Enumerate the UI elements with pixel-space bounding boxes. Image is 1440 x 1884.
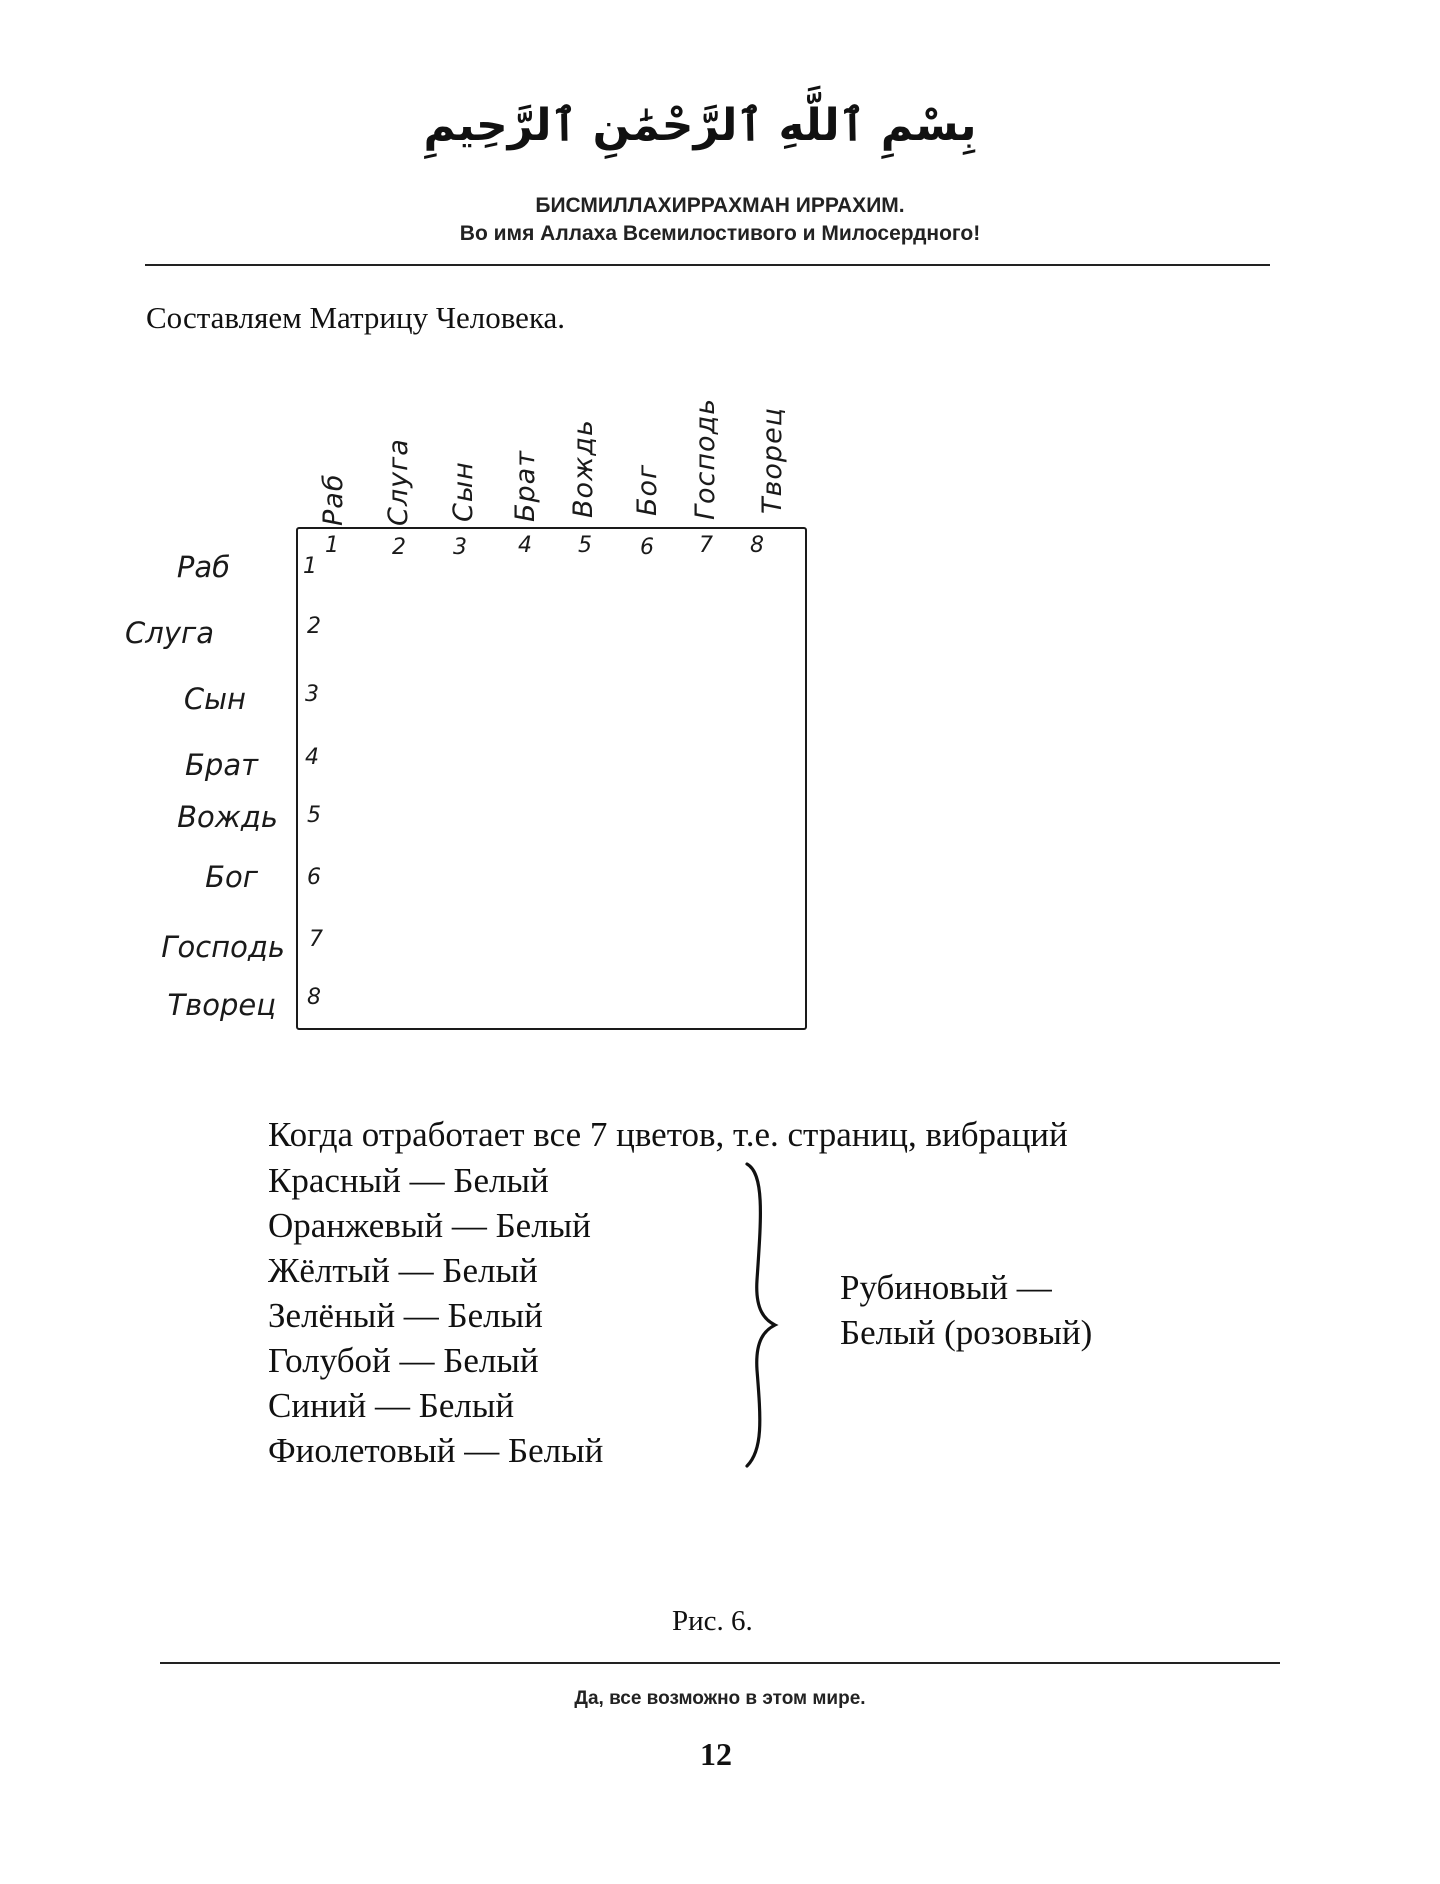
color-item: Красный — Белый xyxy=(268,1161,549,1200)
color-item: Синий — Белый xyxy=(268,1386,515,1425)
row-number: 5 xyxy=(307,803,321,828)
color-list xyxy=(268,1158,603,1473)
row-label: Брат xyxy=(185,748,258,782)
column-header: Господь xyxy=(690,397,721,520)
page-number: 12 xyxy=(700,1736,732,1772)
result-line-1: Рубиновый — xyxy=(840,1268,1052,1307)
row-number: 7 xyxy=(309,927,323,952)
color-item: Жёлтый — Белый xyxy=(268,1251,538,1290)
column-header: Сын xyxy=(448,461,479,522)
color-item: Зелёный — Белый xyxy=(268,1296,543,1335)
row-label: Раб xyxy=(176,550,230,584)
footer-divider xyxy=(160,1662,1280,1664)
footer-text: Да, все возможно в этом мире. xyxy=(574,1688,866,1709)
color-item: Голубой — Белый xyxy=(268,1341,539,1380)
bismillah-arabic: بِسْمِ ٱللَّهِ ٱلرَّحْمَٰنِ ٱلرَّحِيمِ xyxy=(423,100,977,151)
figure-caption: Рис. 6. xyxy=(672,1605,753,1637)
colors-heading: Когда отработает все 7 цветов, т.е. страниц, вибраций xyxy=(268,1115,1068,1154)
column-header: Раб xyxy=(318,473,349,526)
column-number: 3 xyxy=(453,535,467,560)
column-header: Творец xyxy=(757,406,788,514)
row-number: 2 xyxy=(307,614,321,639)
row-label: Господь xyxy=(161,930,285,964)
column-header: Брат xyxy=(510,450,541,522)
header-divider xyxy=(145,264,1270,266)
bismillah-calligraphy xyxy=(423,78,977,173)
column-number: 8 xyxy=(750,533,764,558)
color-item: Фиолетовый — Белый xyxy=(268,1431,604,1470)
row-number: 6 xyxy=(307,865,321,890)
curly-brace xyxy=(735,1160,795,1470)
column-header: Слуга xyxy=(383,438,414,526)
column-number: 2 xyxy=(392,535,406,560)
intro-text: Составляем Матрицу Человека. xyxy=(146,300,566,335)
row-label: Вождь xyxy=(177,800,278,834)
column-header: Бог xyxy=(632,463,663,516)
row-label: Бог xyxy=(205,860,258,894)
header-transliteration: БИСМИЛЛАХИРРАХМАН ИРРАХИМ. xyxy=(535,194,905,217)
column-number: 7 xyxy=(699,533,713,558)
column-number: 4 xyxy=(518,533,532,558)
row-label: Сын xyxy=(183,682,246,716)
row-label: Слуга xyxy=(125,616,214,650)
row-number: 3 xyxy=(305,682,319,707)
column-number: 5 xyxy=(578,533,592,558)
column-number: 6 xyxy=(640,535,654,560)
row-number: 4 xyxy=(305,745,319,770)
row-number: 1 xyxy=(303,554,317,579)
result-line-2: Белый (розовый) xyxy=(840,1313,1093,1352)
color-item: Оранжевый — Белый xyxy=(268,1206,591,1245)
header-translation: Во имя Аллаха Всемилостивого и Милосердного! xyxy=(459,222,981,245)
column-header: Вождь xyxy=(568,419,599,518)
row-number: 8 xyxy=(307,985,321,1010)
human-matrix-grid xyxy=(296,527,807,1030)
row-label: Творец xyxy=(167,988,276,1022)
column-number: 1 xyxy=(325,533,339,558)
